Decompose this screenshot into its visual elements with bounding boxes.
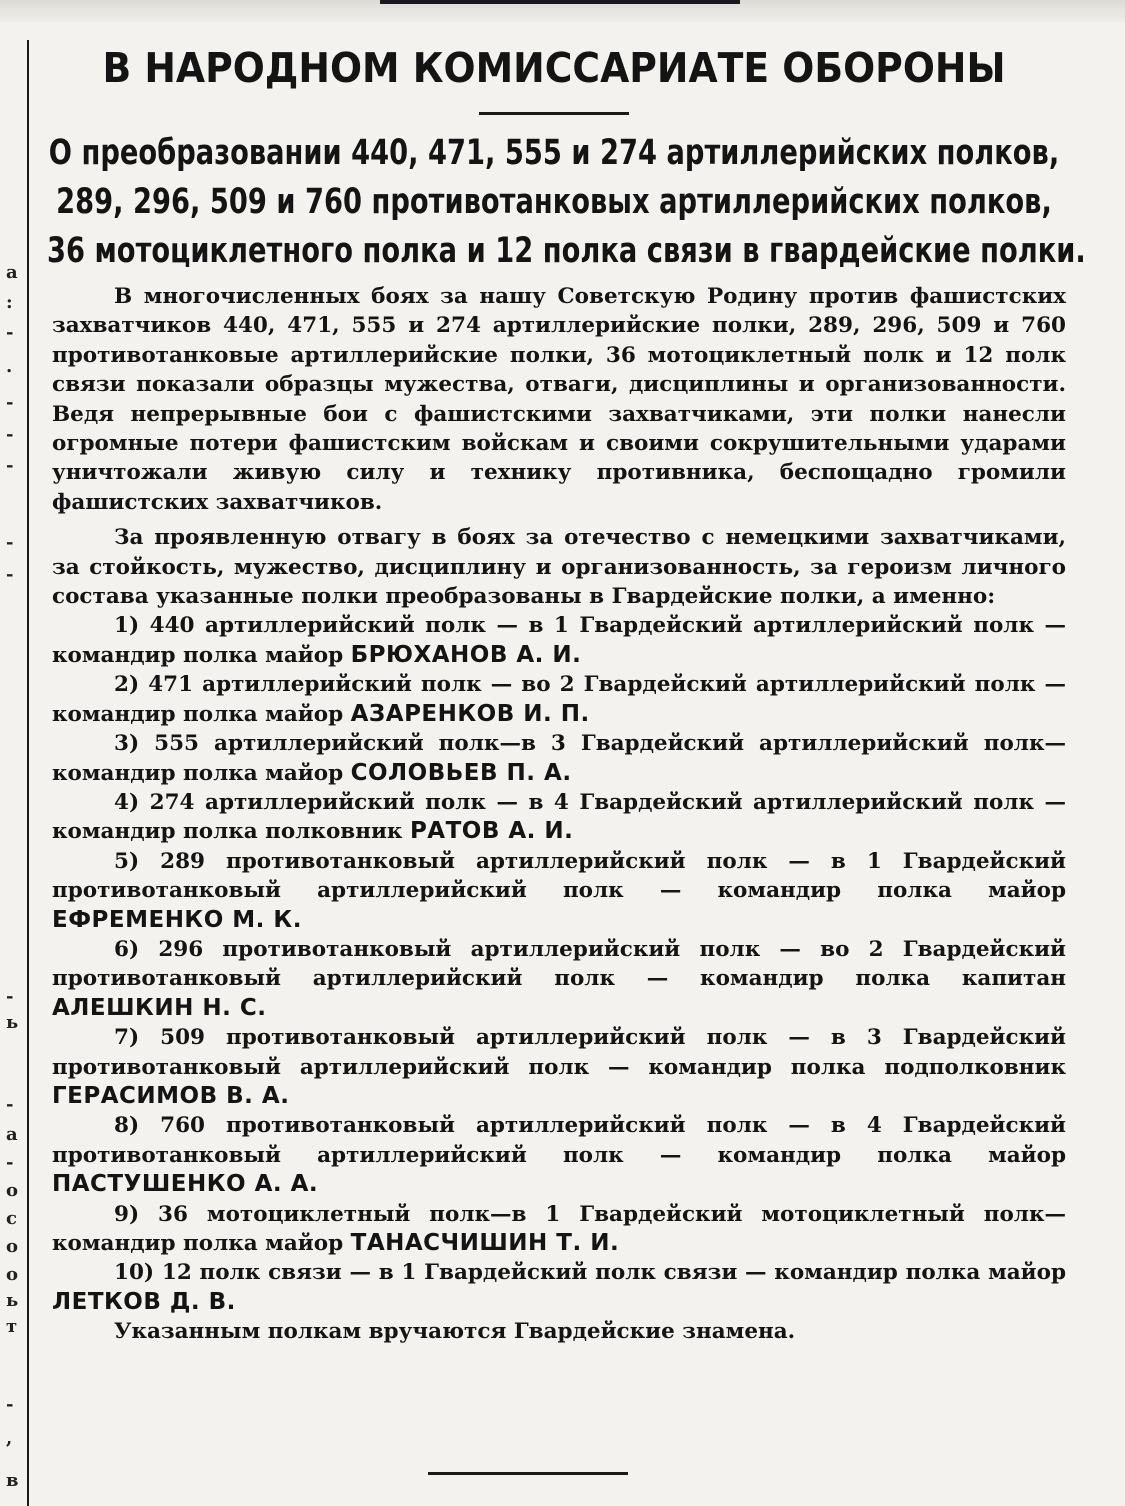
column-rule <box>27 40 29 1506</box>
list-item-text: 2) 471 артиллерийский полк — во 2 Гвардейский артиллерийский полк — командир полка майор <box>52 672 1066 727</box>
list-item <box>52 1023 1066 1111</box>
commander-name: СОЛОВЬЕВ П. А. <box>350 759 572 786</box>
margin-fragment: - <box>6 424 14 445</box>
margin-fragment: ь <box>6 1012 19 1033</box>
list-item <box>52 729 1066 788</box>
list-item-text: 9) 36 мотоциклетный полк—в 1 Гвардейский мотоциклетный полк—командир полка майор <box>52 1201 1066 1256</box>
margin-fragment: a <box>6 262 18 283</box>
list-item <box>52 611 1066 670</box>
margin-fragment: - <box>6 1394 14 1415</box>
closing-line: Указанным полкам вручаются Гвардейские знамена. <box>114 1319 796 1345</box>
margin-fragment: - <box>6 392 14 413</box>
paragraph: За проявленную отвагу в боях за отечество с немецкими захватчиками, за стойкость, мужество, дисциплину и организованность, за героизм личного состава указанные полки преобразованы в Гвардейские полки, а именно: <box>52 525 1066 610</box>
article <box>34 22 1086 1347</box>
commander-name: АЗАРЕНКОВ И. П. <box>350 700 590 727</box>
headline-rule <box>479 112 629 115</box>
commander-name: ЛЕТКОВ Д. В. <box>52 1288 236 1315</box>
list-item-text: 8) 760 противотанковый артиллерийский полк — в 4 Гвардейский противотанковый артиллерийский полк — командир полка майор <box>52 1113 1066 1168</box>
list-item <box>52 670 1066 729</box>
list-item-text: 3) 555 артиллерийский полк—в 3 Гвардейский артиллерийский полк—командир полка майор <box>52 731 1066 786</box>
list-item-text: 6) 296 противотанковый артиллерийский полк — во 2 Гвардейский противотанковый артиллерийский полк — командир полка капитан <box>52 936 1066 992</box>
list-item-text: 7) 509 противотанковый артиллерийский полк — в 3 Гвардейский противотанковый артиллерийский полк — командир полка подполковник <box>52 1025 1066 1080</box>
list-item <box>52 847 1066 935</box>
margin-fragment: - <box>6 455 14 476</box>
commander-name: ПАСТУШЕНКО А. А. <box>52 1171 319 1198</box>
closing-rule <box>428 1472 628 1475</box>
list-item <box>52 788 1066 847</box>
paragraph: В многочисленных боях за нашу Советскую Родину против фашистских захватчиков 440, 471, 555 и 274 артиллерийские полки, 289, 296, 509 и 760 противотанковые артиллерийские полки, 36 мотоциклетный полк и 12 полк связи показали образцы мужества, отваги, дисциплины и организованности. Ведя непрерывные бои с фашистскими захватчиками, эти полки нанесли огромные потери фашистским войскам и своими сокрушительными ударами уничтожали живую силу и технику противника, беспощадно громили фашистских захватчиков. <box>52 284 1066 515</box>
margin-fragment: o <box>6 1180 19 1201</box>
margin-fragment: т <box>6 1316 18 1337</box>
subheadline-line: 36 мотоциклетного полка и 12 полка связи в гвардейские полки. <box>47 231 1086 271</box>
left-margin-fragments <box>0 0 24 1506</box>
margin-fragment: в <box>6 1470 19 1491</box>
commander-name: ГЕРАСИМОВ В. А. <box>52 1082 290 1109</box>
list-item <box>52 1258 1066 1317</box>
subheadline-line: О преобразовании 440, 471, 555 и 274 артиллерийских полков, <box>48 133 1060 173</box>
commander-name: БРЮХАНОВ А. И. <box>350 641 582 668</box>
list-item-text: 5) 289 противотанковый артиллерийский полк — в 1 Гвардейский противотанковый артиллерийский полк — командир полка майор <box>52 848 1066 904</box>
list-item-text: 4) 274 артиллерийский полк — в 4 Гвардейский артиллерийский полк — командир полка полковник <box>52 789 1066 845</box>
commander-name: ЕФРЕМЕНКО М. К. <box>52 906 302 933</box>
margin-fragment: . <box>6 356 13 377</box>
margin-fragment: - <box>6 1094 14 1115</box>
margin-fragment: - <box>6 564 14 585</box>
margin-fragment: - <box>6 532 14 553</box>
margin-fragment: o <box>6 1264 19 1285</box>
list-item <box>52 1111 1066 1199</box>
margin-fragment: , <box>6 1428 13 1449</box>
commander-name: ТАНАСЧИШИН Т. И. <box>350 1230 620 1256</box>
list-item-text: 10) 12 полк связи — в 1 Гвардейский полк связи — командир полка майор <box>114 1260 1066 1286</box>
commander-name: АЛЕШКИН Н. С. <box>52 994 267 1021</box>
list-item <box>52 935 1066 1023</box>
margin-fragment: a <box>6 1124 18 1145</box>
margin-fragment: c <box>6 1208 17 1229</box>
commander-name: РАТОВ А. И. <box>409 818 574 845</box>
margin-fragment: ь <box>6 1290 19 1311</box>
list-item-text: 1) 440 артиллерийский полк — в 1 Гвардейский артиллерийский полк — командир полка майор <box>52 613 1066 668</box>
margin-fragment: o <box>6 1236 19 1257</box>
headline: В НАРОДНОМ КОМИССАРИАТЕ ОБОРОНЫ <box>102 44 1006 92</box>
article-body <box>52 282 1066 1347</box>
margin-fragment: - <box>6 986 14 1007</box>
subheadline <box>47 129 1086 276</box>
subheadline-line: 289, 296, 509 и 760 противотанковых артиллерийских полков, <box>56 182 1052 222</box>
margin-fragment: : <box>6 292 13 313</box>
top-rule <box>380 0 740 4</box>
list-item <box>52 1200 1066 1259</box>
margin-fragment: - <box>6 1152 14 1173</box>
margin-fragment: - <box>6 322 14 343</box>
